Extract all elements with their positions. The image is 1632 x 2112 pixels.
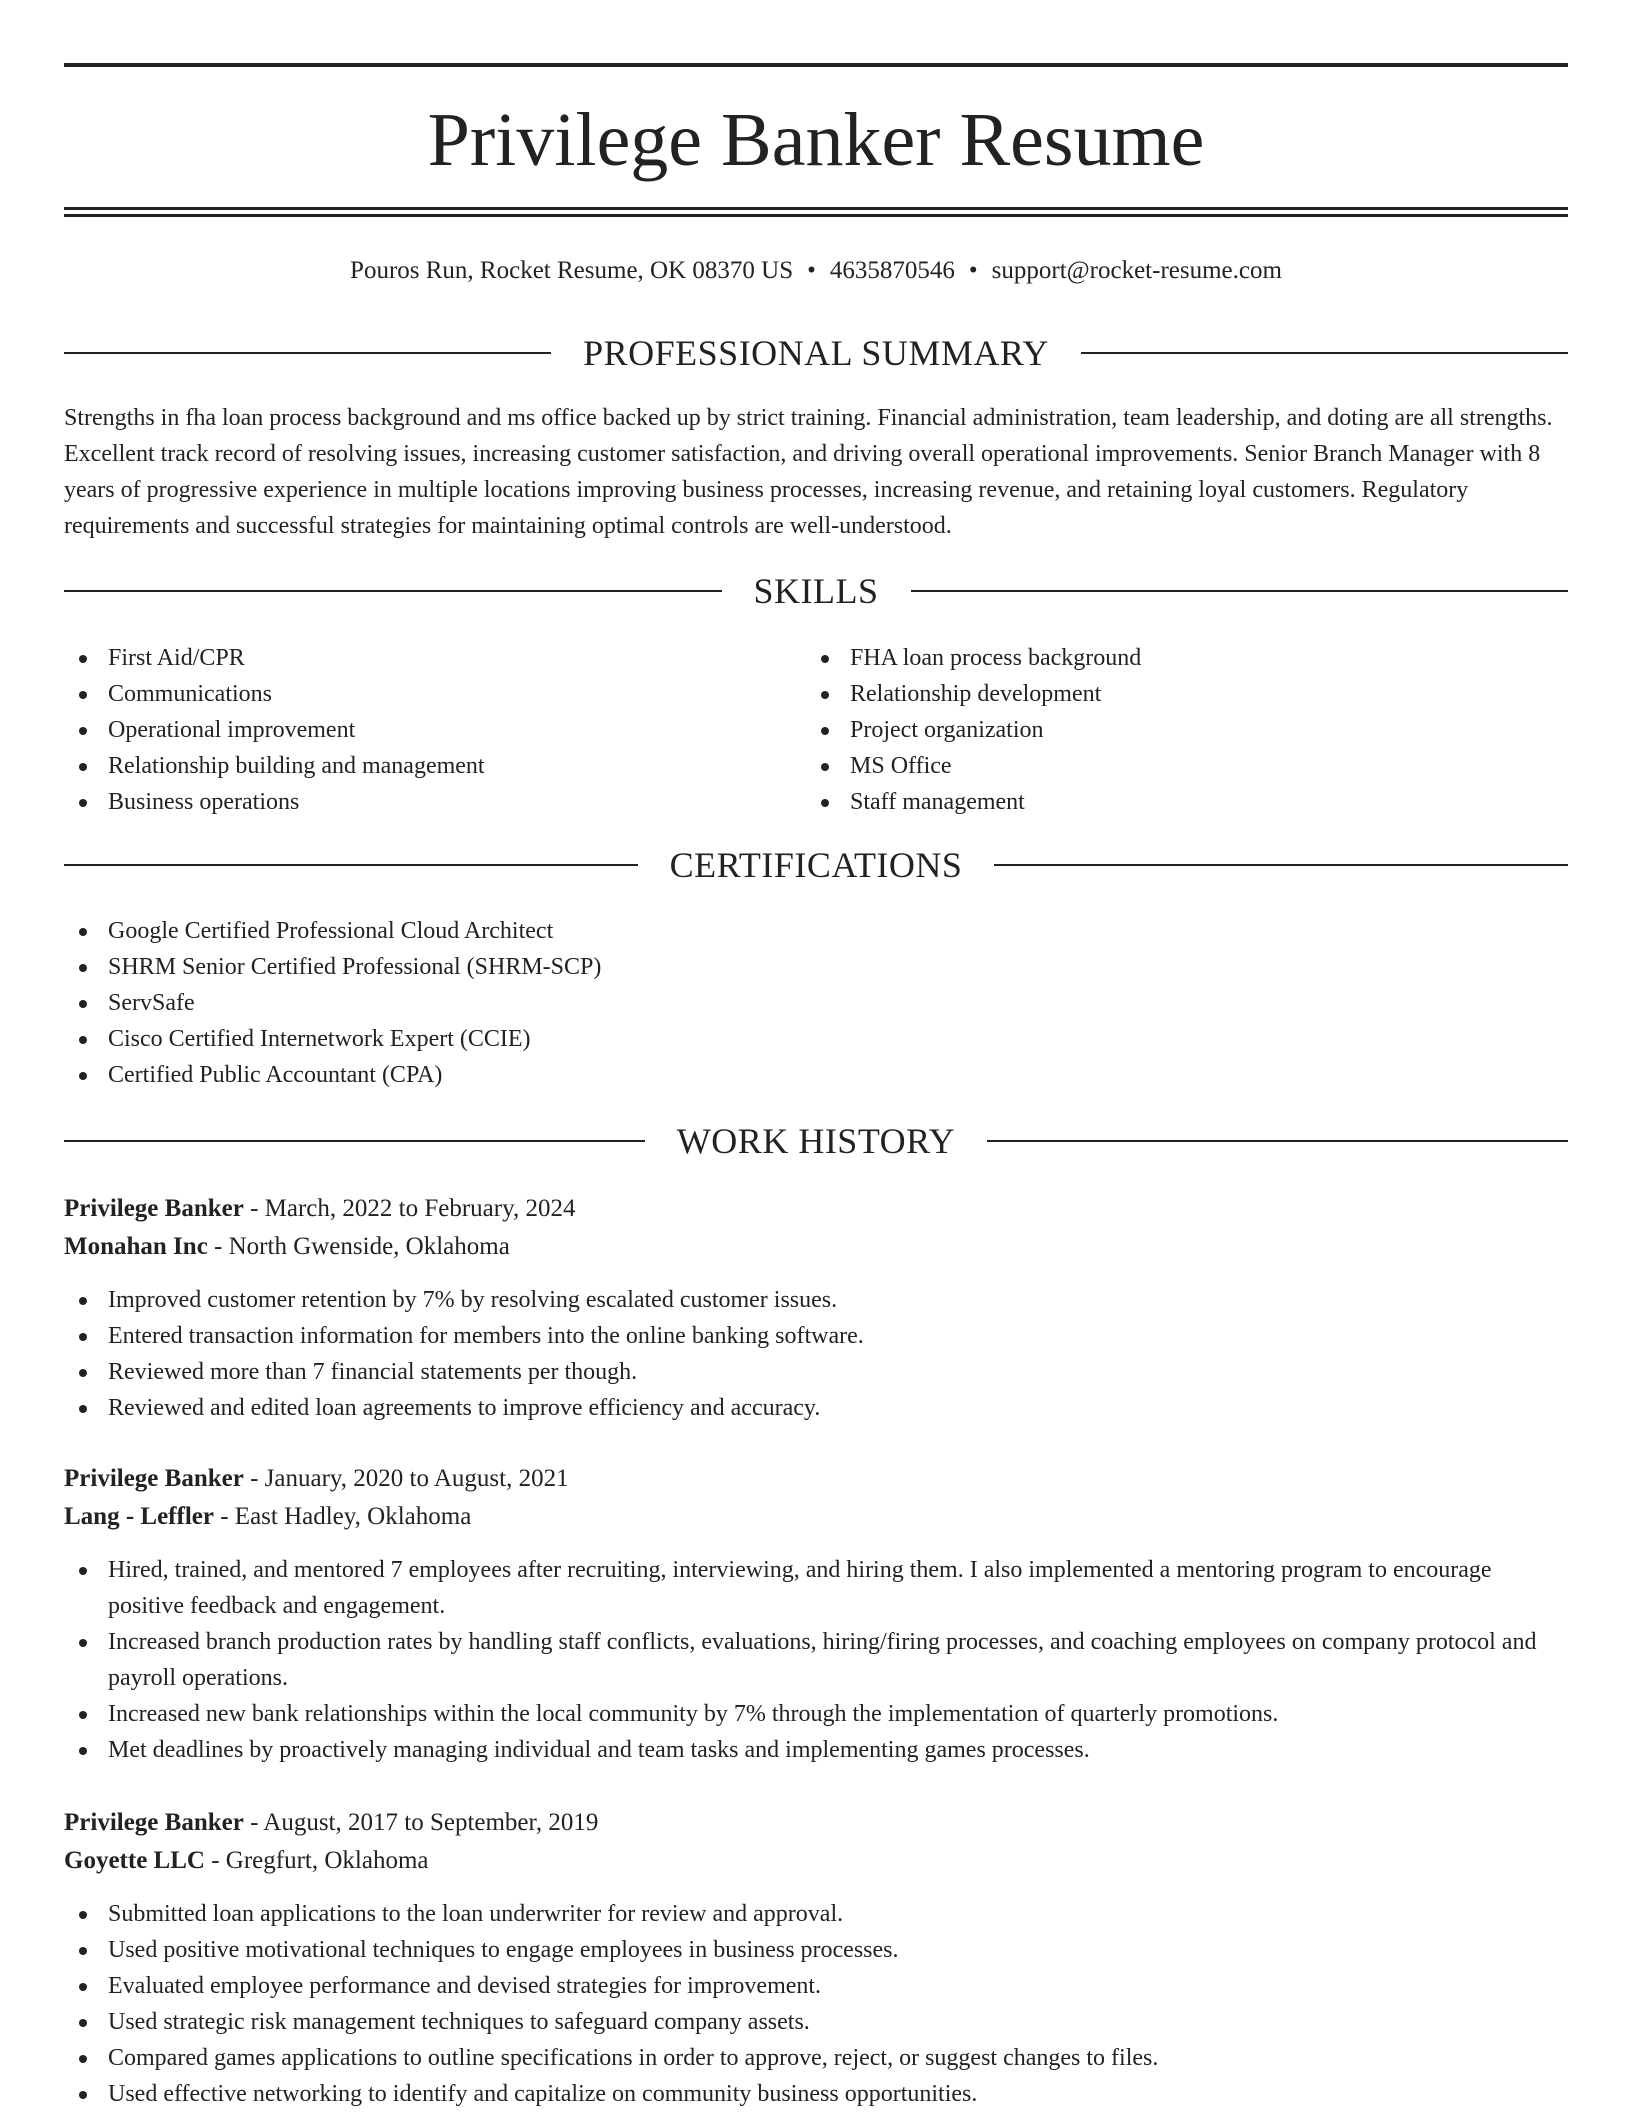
certification-item: ServSafe — [64, 985, 1568, 1021]
job-duty: Submitted loan applications to the loan underwriter for review and approval. — [64, 1896, 1568, 1932]
skills-column-right — [806, 640, 1546, 820]
job-company: Monahan Inc — [64, 1233, 208, 1260]
heading-rule-left — [64, 1140, 645, 1142]
heading-rule-left — [64, 352, 551, 354]
job-duty: Reviewed and edited loan agreements to improve efficiency and accuracy. — [64, 1390, 1568, 1426]
certification-item: Google Certified Professional Cloud Architect — [64, 913, 1568, 949]
skill-item: Relationship development — [806, 676, 1546, 712]
job-entry — [64, 1460, 1568, 1768]
job-company: Lang - Leffler — [64, 1503, 214, 1530]
contact-separator: • — [807, 257, 816, 284]
job-title: Privilege Banker — [64, 1809, 244, 1836]
job-duty: Used positive motivational techniques to engage employees in business processes. — [64, 1932, 1568, 1968]
skills-column-left — [64, 640, 804, 820]
certification-item: SHRM Senior Certified Professional (SHRM-SCP) — [64, 949, 1568, 985]
job-title: Privilege Banker — [64, 1195, 244, 1222]
job-title-line — [64, 1804, 1568, 1842]
job-title: Privilege Banker — [64, 1465, 244, 1492]
job-title-line — [64, 1190, 1568, 1228]
job-location: - East Hadley, Oklahoma — [213, 1503, 472, 1530]
heading-rule-right — [1081, 352, 1568, 354]
skill-item: Operational improvement — [64, 712, 804, 748]
job-company-line — [64, 1498, 1568, 1536]
job-duty: Used effective networking to identify and capitalize on community business opportunities. — [64, 2076, 1568, 2112]
skill-item: First Aid/CPR — [64, 640, 804, 676]
contact-separator: • — [968, 257, 978, 284]
job-duty: Hired, trained, and mentored 7 employees after recruiting, interviewing, and hiring them. I also implemented a mentoring program to encourage positive feedback and engagement. — [64, 1552, 1568, 1624]
heading-rule-right — [987, 1140, 1568, 1142]
job-duty: Entered transaction information for members into the online banking software. — [64, 1318, 1568, 1354]
skill-item: Staff management — [806, 784, 1546, 820]
job-duty: Increased branch production rates by handling staff conflicts, evaluations, hiring/firing processes, and coaching employees on company protocol and payroll operations. — [64, 1624, 1568, 1696]
skill-item: FHA loan process background — [806, 640, 1546, 676]
job-duty: Improved customer retention by 7% by resolving escalated customer issues. — [64, 1282, 1568, 1318]
job-duty: Met deadlines by proactively managing individual and team tasks and implementing games processes. — [64, 1732, 1568, 1768]
contact-phone: 4635870546 — [829, 257, 955, 284]
job-duty: Compared games applications to outline specifications in order to approve, reject, or suggest changes to files. — [64, 2040, 1568, 2076]
heading-rule-left — [64, 864, 638, 866]
job-duties-list — [64, 1896, 1568, 2112]
contact-address: Pouros Run, Rocket Resume, OK 08370 US — [350, 257, 794, 284]
certifications-list — [64, 913, 1568, 1093]
heading-rule-right — [994, 864, 1568, 866]
summary-section-heading — [64, 331, 1568, 375]
skills-section-heading — [64, 569, 1568, 613]
job-duty: Reviewed more than 7 financial statements per though. — [64, 1354, 1568, 1390]
job-company: Goyette LLC — [64, 1847, 205, 1874]
job-duties-list — [64, 1552, 1568, 1768]
job-duty: Used strategic risk management techniques to safeguard company assets. — [64, 2004, 1568, 2040]
top-rule — [64, 63, 1568, 67]
certifications-heading-label: CERTIFICATIONS — [669, 845, 963, 885]
certification-item: Certified Public Accountant (CPA) — [64, 1057, 1568, 1093]
job-company-line — [64, 1228, 1568, 1266]
work-heading-label: WORK HISTORY — [676, 1121, 956, 1161]
job-title-line — [64, 1460, 1568, 1498]
certifications-block — [64, 913, 1568, 1093]
skill-item: Communications — [64, 676, 804, 712]
skill-item: Business operations — [64, 784, 804, 820]
job-entry — [64, 1804, 1568, 2112]
skills-list-left — [64, 640, 804, 820]
certification-item: Cisco Certified Internetwork Expert (CCIE) — [64, 1021, 1568, 1057]
job-duties-list — [64, 1282, 1568, 1426]
job-duty: Evaluated employee performance and devised strategies for improvement. — [64, 1968, 1568, 2004]
heading-rule-right — [911, 590, 1569, 592]
job-dates: - January, 2020 to August, 2021 — [243, 1465, 569, 1492]
job-dates: - March, 2022 to February, 2024 — [243, 1195, 576, 1222]
skill-item: Project organization — [806, 712, 1546, 748]
skills-list-right — [806, 640, 1546, 820]
summary-text: Strengths in fha loan process background and ms office backed up by strict training. Financial administration, team leadership, and doting are all strengths. Excellent track record of resolving issues, increasing customer satisfaction, and driving overall operational improvements. Senior Branch Manager with 8 years of progressive experience in multiple locations improving business processes, increasing revenue, and retaining loyal customers. Regulatory requirements and successful strategies for maintaining optimal controls are well-understood. — [64, 405, 1553, 539]
skills-heading-label: SKILLS — [753, 571, 879, 611]
title-double-rule — [64, 207, 1568, 217]
job-dates: - August, 2017 to September, 2019 — [243, 1809, 599, 1836]
certifications-section-heading — [64, 843, 1568, 887]
resume-title: Privilege Banker Resume — [427, 98, 1205, 182]
job-location: - Gregfurt, Oklahoma — [204, 1847, 429, 1874]
skill-item: MS Office — [806, 748, 1546, 784]
job-location: - North Gwenside, Oklahoma — [207, 1233, 510, 1260]
summary-heading-label: PROFESSIONAL SUMMARY — [583, 333, 1049, 373]
job-entry — [64, 1190, 1568, 1426]
job-company-line — [64, 1842, 1568, 1880]
contact-email: support@rocket-resume.com — [991, 257, 1282, 284]
job-duty: Increased new bank relationships within the local community by 7% through the implementation of quarterly promotions. — [64, 1696, 1568, 1732]
work-section-heading — [64, 1119, 1568, 1163]
skill-item: Relationship building and management — [64, 748, 804, 784]
heading-rule-left — [64, 590, 722, 592]
contact-line — [64, 254, 1568, 288]
